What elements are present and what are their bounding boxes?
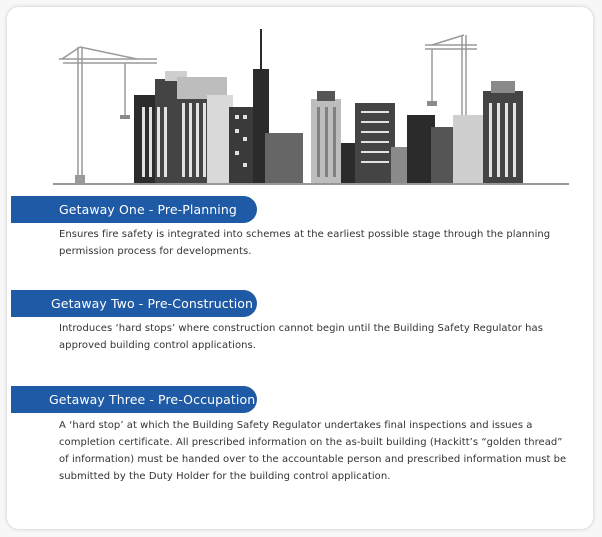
info-card bbox=[7, 7, 593, 529]
section-title: Getaway One - Pre-Planning bbox=[59, 202, 237, 217]
left-crane-base bbox=[75, 175, 85, 183]
left-crane-hook bbox=[120, 115, 130, 119]
section-title: Getaway Three - Pre-Occupation bbox=[49, 392, 256, 407]
right-crane-hook bbox=[427, 101, 437, 106]
section-description: Introduces ‘hard stops’ where construction cannot begin until the Building Safety Regulator has approved building control applications. bbox=[59, 323, 543, 351]
buildings bbox=[134, 29, 523, 183]
section-banner-pre-planning bbox=[11, 196, 257, 223]
section-description: Ensures fire safety is integrated into schemes at the earliest possible stage through the planning permission process for developments. bbox=[59, 229, 551, 257]
section-title: Getaway Two - Pre-Construction bbox=[51, 296, 254, 311]
city-skyline-illustration bbox=[7, 7, 593, 197]
section-description: A ‘hard stop’ at which the Building Safety Regulator undertakes final inspections and issues a completion certificate. All prescribed information on the as-built building (Hackitt’s “golden thread” of information) must be handed over to the accountable person and prescribed information must be submitted by the Duty Holder for the building control application. bbox=[59, 420, 567, 482]
section-banner-pre-occupation bbox=[11, 386, 257, 413]
section-banner-pre-construction bbox=[11, 290, 257, 317]
right-crane bbox=[425, 35, 477, 127]
